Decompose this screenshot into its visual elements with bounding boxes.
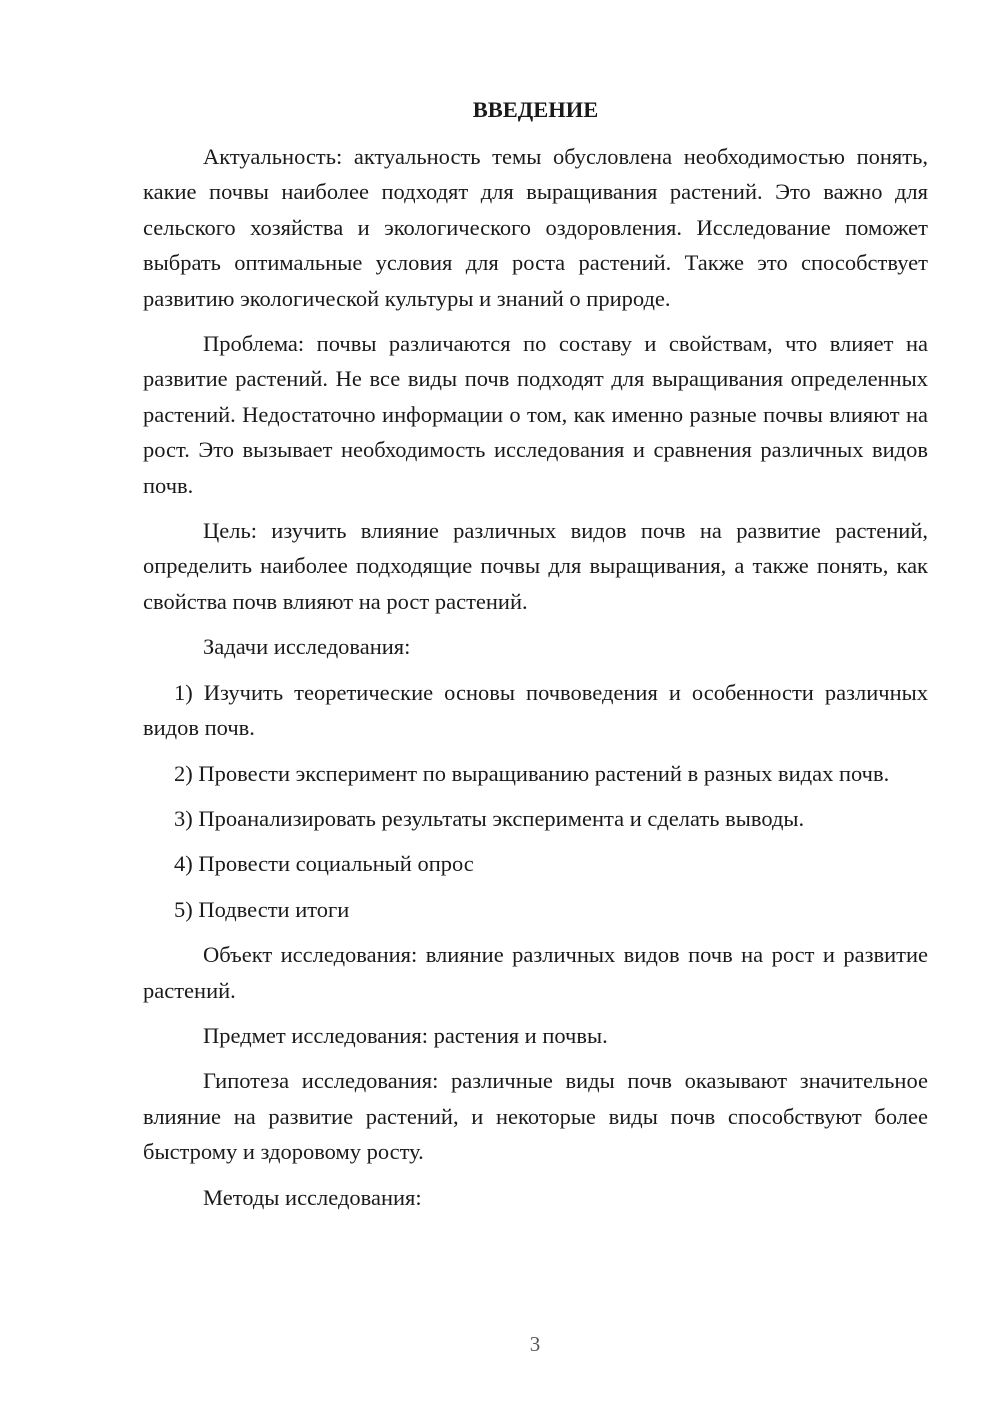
paragraph-object: Объект исследования: влияние различных видов почв на рост и развитие растений. (143, 942, 928, 1003)
task-item-4: 4) Провести социальный опрос (174, 851, 474, 877)
paragraph-tasks-heading: Задачи исследования: (203, 634, 411, 660)
section-title: ВВЕДЕНИЕ (472, 97, 599, 122)
paragraph-problem: Проблема: почвы различаются по составу и свойствам, что влияет на развитие растений. Не все виды почв подходят для выращивания определенных растений. Недостаточно информации о том, как именно разные почвы влияют на рост. Это вызывает необходимость исследования и сравнения различных видов почв. (143, 331, 928, 498)
paragraph-relevance: Актуальность: актуальность темы обусловлена необходимостью понять, какие почвы наиболее подходят для выращивания растений. Это важно для сельского хозяйства и экологического оздоровления. Исследование поможет выбрать оптимальные условия для роста растений. Также это способствует развитию экологической культуры и знаний о природе. (143, 144, 928, 311)
task-item-2: 2) Провести эксперимент по выращиванию растений в разных видах почв. (174, 760, 890, 786)
paragraph-goal: Цель: изучить влияние различных видов почв на развитие растений, определить наиболее подходящие почвы для выращивания, а также понять, как свойства почв влияют на рост растений. (143, 518, 928, 614)
page-number: 3 (529, 1332, 541, 1356)
task-item-1: 1) Изучить теоретические основы почвоведения и особенности различных видов почв. (143, 679, 928, 741)
task-item-3: 3) Проанализировать результаты эксперимента и сделать выводы. (174, 805, 805, 831)
paragraph-methods-heading: Методы исследования: (203, 1184, 422, 1210)
task-item-5: 5) Подвести итоги (174, 896, 350, 922)
document-page (143, 92, 928, 1225)
paragraph-hypothesis: Гипотеза исследования: различные виды почв оказывают значительное влияние на развитие растений, и некоторые виды почв способствуют более быстрому и здоровому росту. (143, 1068, 928, 1165)
paragraph-subject: Предмет исследования: растения и почвы. (203, 1022, 608, 1048)
